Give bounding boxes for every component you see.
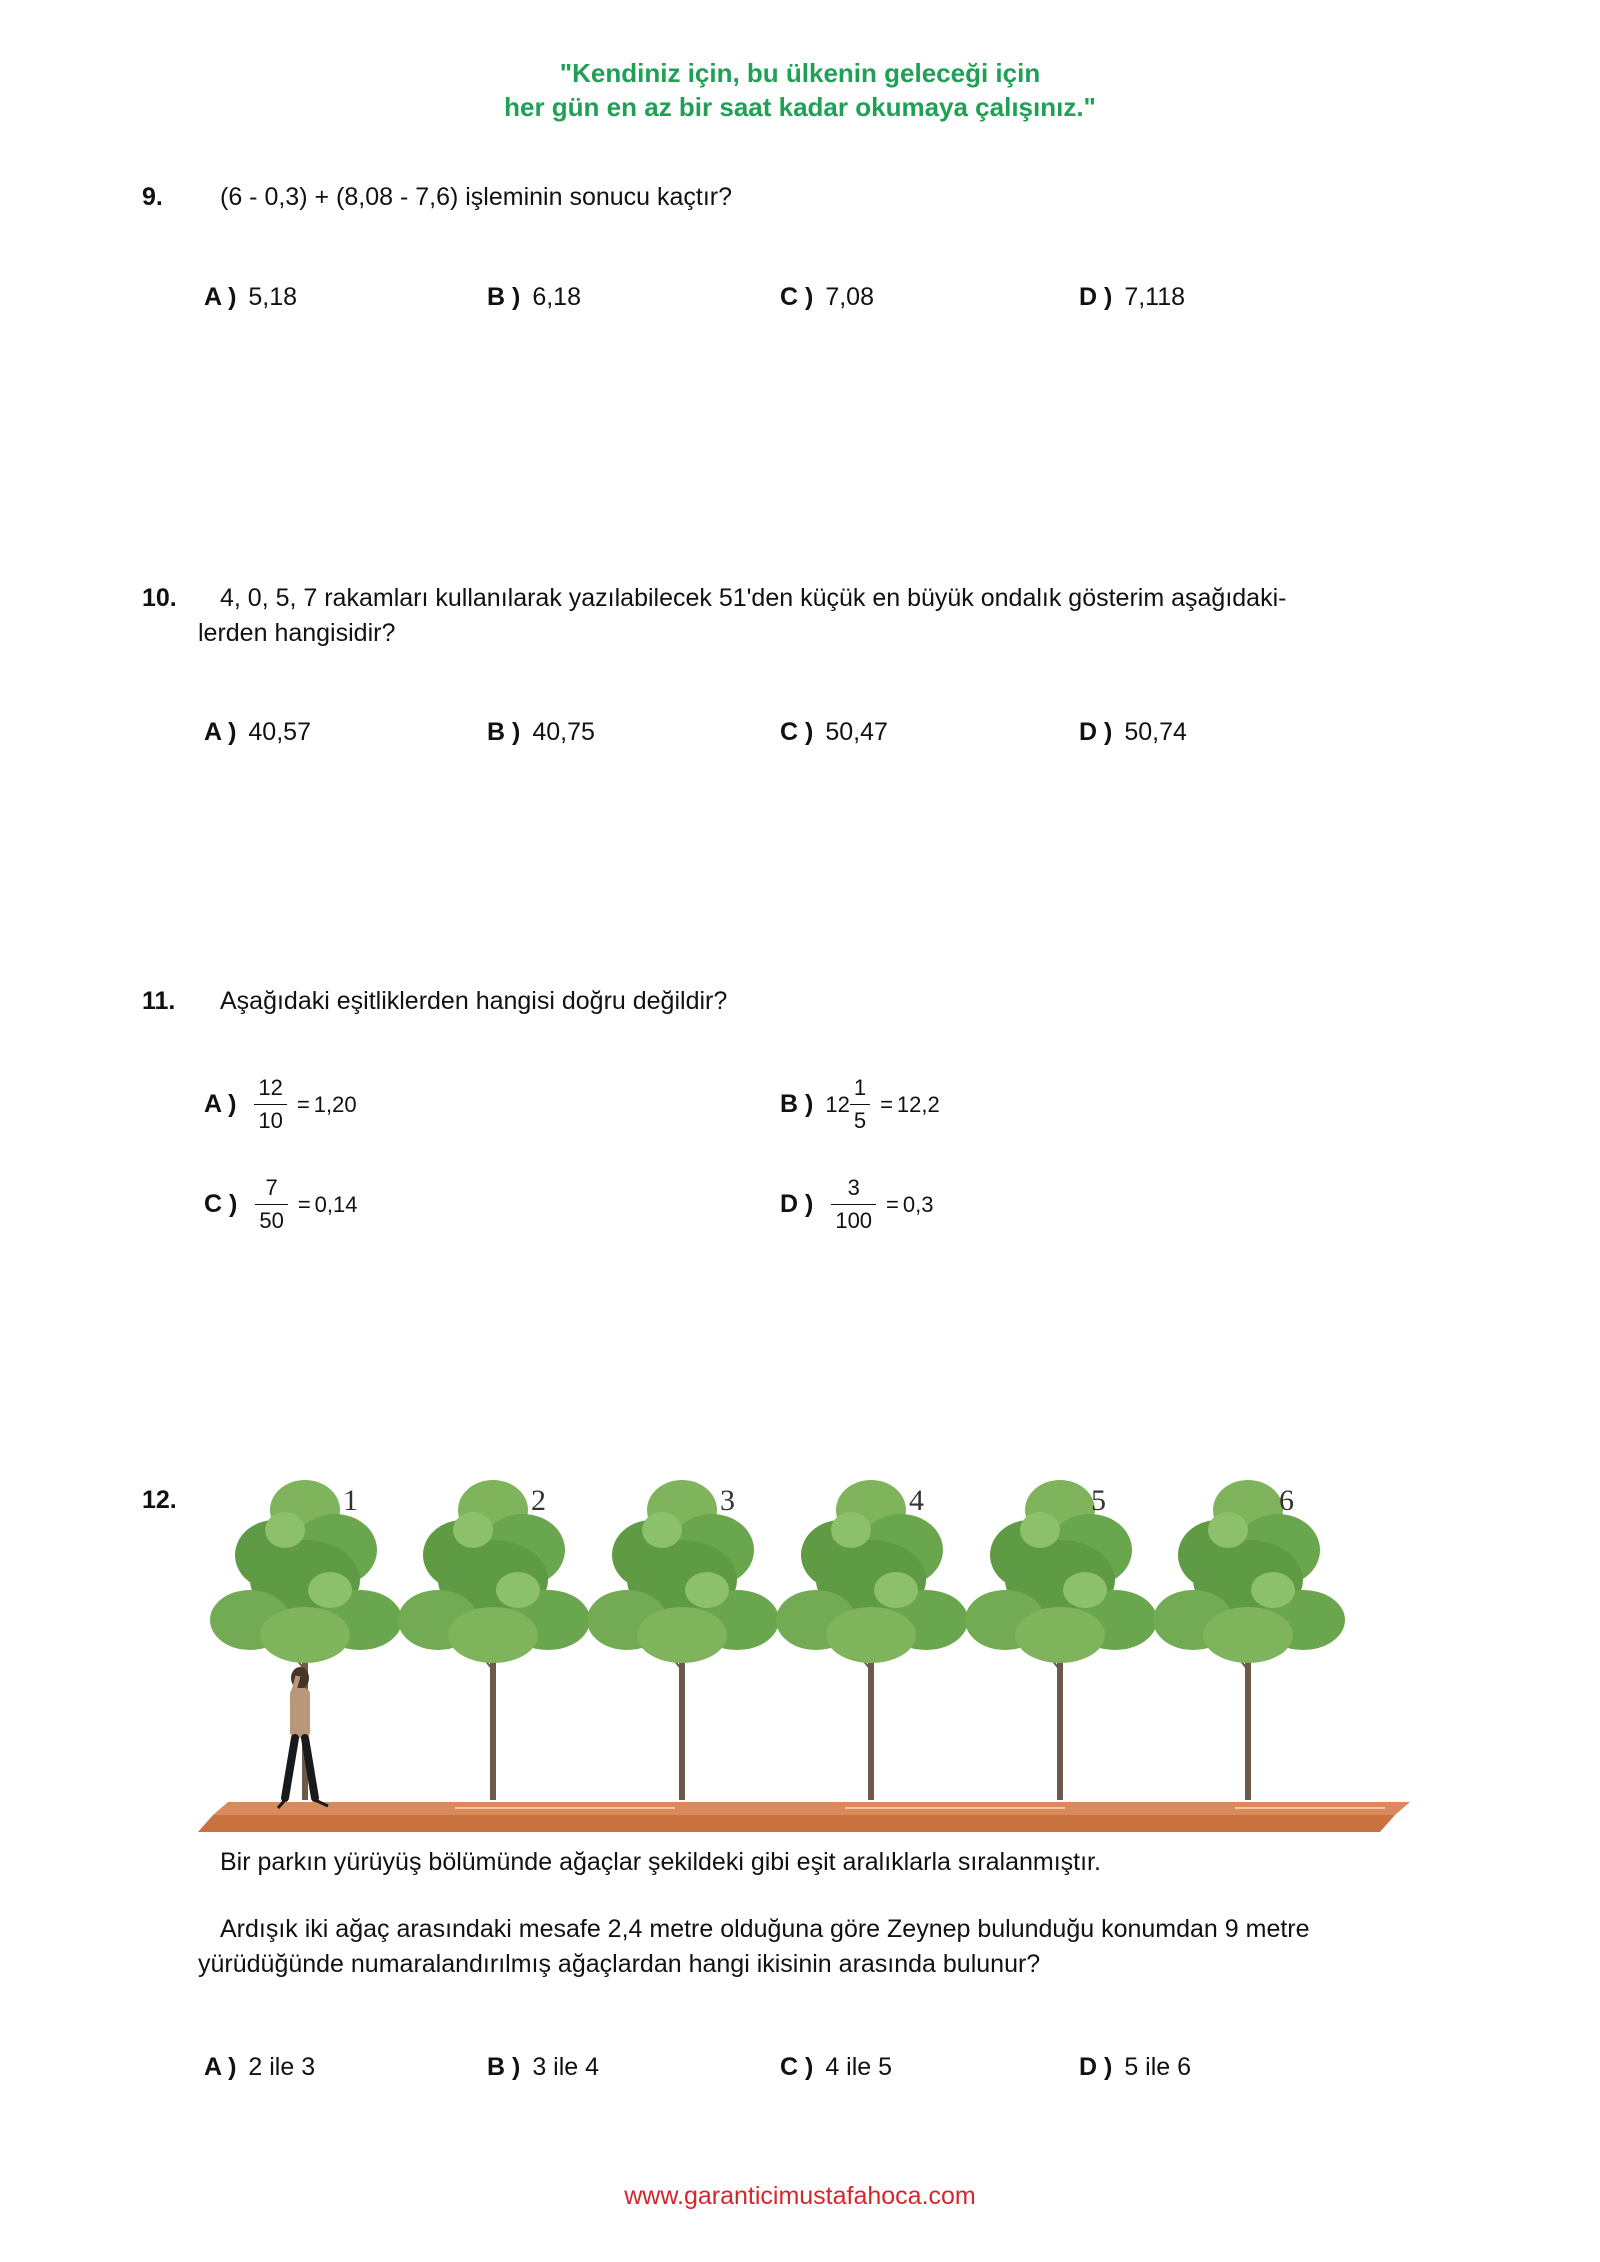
option-label: C ) <box>780 718 814 746</box>
motto <box>0 56 1600 124</box>
numerator: 1 <box>853 1075 867 1100</box>
question-10-number: 10. <box>142 584 177 612</box>
option-value: 50,74 <box>1124 718 1187 746</box>
question-12-number: 12. <box>142 1486 177 1514</box>
decimal-result: 0,3 <box>902 1191 934 1217</box>
tree-5 <box>965 1480 1157 1800</box>
option-label: D ) <box>1079 718 1113 746</box>
option-label: C ) <box>780 2053 814 2081</box>
option-value: 3 ile 4 <box>532 2053 600 2081</box>
option-value: 40,57 <box>248 718 311 746</box>
option-label: B ) <box>780 1090 814 1118</box>
q12-option-d[interactable] <box>1079 2053 1191 2082</box>
q11-option-d[interactable] <box>780 1175 934 1234</box>
tree-6 <box>1153 1480 1345 1800</box>
tree-label-1: 1 <box>343 1484 358 1517</box>
option-value: 7,118 <box>1124 283 1186 311</box>
tree-2 <box>398 1480 590 1800</box>
motto-line-2: her gün en az bir saat kadar okumaya çalışınız." <box>504 92 1096 122</box>
fraction <box>831 1175 876 1234</box>
option-label: A ) <box>204 718 237 746</box>
option-value: 6,18 <box>532 283 581 311</box>
equals-sign: = <box>880 1091 893 1117</box>
question-9-number: 9. <box>142 183 163 211</box>
q9-option-c[interactable] <box>780 283 874 312</box>
denominator: 100 <box>831 1204 876 1234</box>
option-value: 5 ile 6 <box>1124 2053 1192 2081</box>
fraction <box>850 1075 870 1134</box>
tree-label-4: 4 <box>909 1484 924 1517</box>
option-value: 5,18 <box>248 283 298 311</box>
fraction <box>255 1175 287 1234</box>
decimal-result: 0,14 <box>314 1191 358 1217</box>
numerator: 3 <box>847 1175 860 1200</box>
option-value: 50,47 <box>825 718 888 746</box>
tree-label-3: 3 <box>720 1484 735 1517</box>
numerator: 12 <box>258 1075 283 1100</box>
motto-line-1: "Kendiniz için, bu ülkenin geleceği için <box>559 58 1041 88</box>
q12-option-b[interactable] <box>487 2053 599 2082</box>
tree-label-5: 5 <box>1091 1484 1106 1517</box>
option-label: D ) <box>780 1190 814 1218</box>
whole-part: 12 <box>825 1091 850 1117</box>
decimal-result: 12,2 <box>896 1091 940 1117</box>
q12-option-c[interactable] <box>780 2053 892 2082</box>
denominator: 10 <box>254 1104 286 1134</box>
question-12-text-2-line2: yürüdüğünde numaralandırılmış ağaçlardan hangi ikisinin arasında bulunur? <box>198 1950 1041 1978</box>
q10-option-c[interactable] <box>780 718 888 747</box>
walkway <box>198 1815 1395 1832</box>
question-10-text-line1: 4, 0, 5, 7 rakamları kullanılarak yazılabilecek 51'den küçük en büyük ondalık gösterim aşağıdaki- <box>220 584 1287 612</box>
tree-3 <box>587 1480 779 1800</box>
option-label: A ) <box>204 1090 237 1118</box>
option-label: D ) <box>1079 2053 1113 2081</box>
q9-option-a[interactable] <box>204 283 297 312</box>
fraction <box>254 1075 286 1134</box>
q9-option-d[interactable] <box>1079 283 1185 312</box>
tree-label-2: 2 <box>531 1484 546 1517</box>
option-value: 40,75 <box>532 718 595 746</box>
option-value: 7,08 <box>825 283 874 311</box>
option-label: B ) <box>487 2053 521 2081</box>
denominator: 5 <box>850 1104 870 1134</box>
question-9-text: (6 - 0,3) + (8,08 - 7,6) işleminin sonucu kaçtır? <box>220 183 733 211</box>
option-label: C ) <box>780 283 814 311</box>
equals-sign: = <box>297 1191 311 1217</box>
q11-option-b[interactable] <box>780 1075 940 1134</box>
park-walkway-illustration <box>195 1470 1410 1850</box>
option-label: A ) <box>204 2053 237 2081</box>
q11-option-a[interactable] <box>204 1075 357 1134</box>
option-label: C ) <box>204 1190 238 1218</box>
decimal-result: 1,20 <box>313 1091 357 1117</box>
tree-label-6: 6 <box>1279 1484 1294 1517</box>
option-value: 4 ile 5 <box>825 2053 893 2081</box>
question-12-text-1: Bir parkın yürüyüş bölümünde ağaçlar şekildeki gibi eşit aralıklarla sıralanmıştır. <box>220 1848 1101 1876</box>
denominator: 50 <box>255 1204 287 1234</box>
numerator: 7 <box>265 1175 278 1200</box>
option-label: A ) <box>204 283 237 311</box>
q12-option-a[interactable] <box>204 2053 315 2082</box>
q10-option-a[interactable] <box>204 718 311 747</box>
q11-option-c[interactable] <box>204 1175 358 1234</box>
question-11-number: 11. <box>142 987 176 1015</box>
tree-4 <box>776 1480 968 1800</box>
q10-option-b[interactable] <box>487 718 595 747</box>
option-value: 2 ile 3 <box>248 2053 316 2081</box>
option-label: B ) <box>487 718 521 746</box>
option-label: D ) <box>1079 283 1113 311</box>
footer-website[interactable]: www.garanticimustafahoca.com <box>624 2182 976 2210</box>
equals-sign: = <box>886 1191 899 1217</box>
question-10-text-line2: lerden hangisidir? <box>198 619 396 647</box>
q10-option-d[interactable] <box>1079 718 1187 747</box>
question-11-text: Aşağıdaki eşitliklerden hangisi doğru değildir? <box>220 987 728 1015</box>
equals-sign: = <box>296 1091 310 1117</box>
q9-option-b[interactable] <box>487 283 581 312</box>
option-label: B ) <box>487 283 521 311</box>
question-12-text-2-line1: Ardışık iki ağaç arasındaki mesafe 2,4 metre olduğuna göre Zeynep bulunduğu konumdan 9 metre <box>220 1915 1310 1943</box>
